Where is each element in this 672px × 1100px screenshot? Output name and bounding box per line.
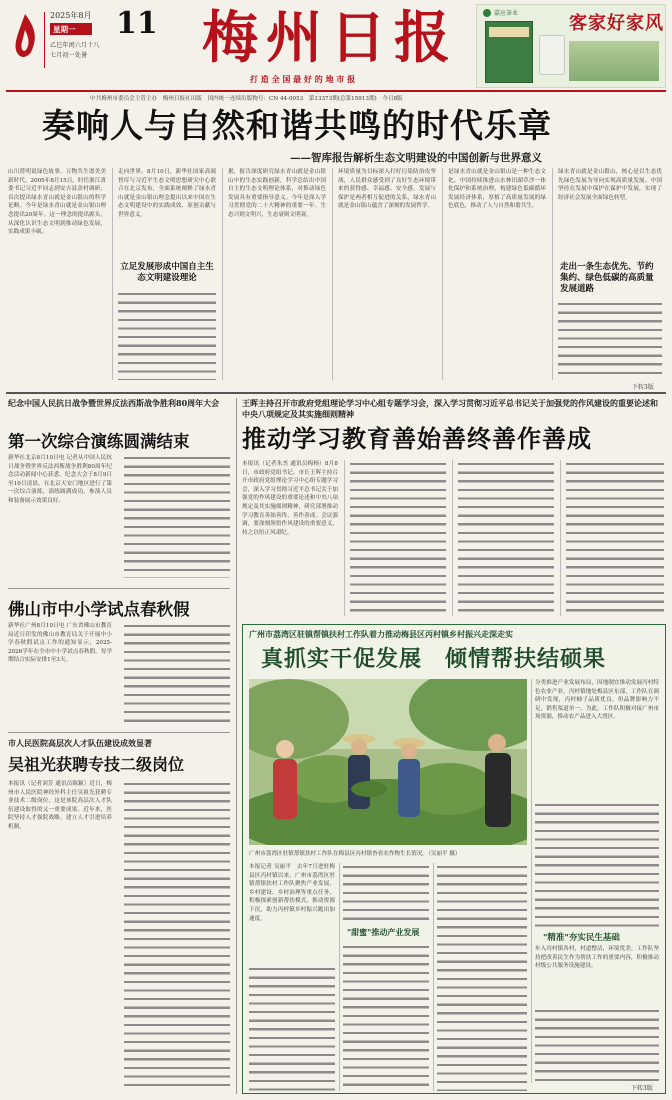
left1-text: 新华社北京8月10日电 记者从中国人民抗日战争暨世界反法西斯战争胜利80周年纪念活动新闻中心获悉，纪念大会于8月9日至10日凌晨，在北京天安门地区进行了第一次综合演练，演练圆满成功。参演人员和装备展示效果良好。 bbox=[8, 455, 112, 504]
left-story-1[interactable] bbox=[8, 398, 230, 584]
left2-text: 新华社广州8月10日电 广东省佛山市教育局近日印发的佛山市教育局关于开展中小学春秋假试点工作的通知显示，2025-2026学年在全市中小学试点春秋假，每学期结合实际安排1至3天。 bbox=[8, 623, 112, 664]
feature-right-lines-2 bbox=[535, 1007, 659, 1081]
publisher-line: 中共梅州市委员会主管主办 梅州日报社出版 国内统一连续出版物号：CN 44-0053 第13373期(总第15913期) 今日8版 bbox=[90, 96, 403, 102]
flame-logo-icon bbox=[8, 10, 42, 72]
left1-kicker: 纪念中国人民抗日战争暨世界反法西斯战争胜利80周年大会 bbox=[8, 398, 220, 408]
lead-col4: 环境质量为目标深入打好污染防治攻坚战，人民群众感受到了良好生态环境带来的获得感、幸福感、安全感。发展与保护是两者相互促进的关系，绿水青山就是金山银山蕴含了深刻的发展哲学。 bbox=[338, 169, 436, 210]
ad-brand: 嘉应茶业 bbox=[494, 10, 519, 17]
lead-col2-subhead: 立足发展形成中国自主生态文明建设理论 bbox=[120, 262, 214, 283]
feature-continue[interactable]: 下转3版 bbox=[631, 1085, 653, 1092]
feature-box[interactable] bbox=[242, 624, 666, 1094]
solar-term: 七月初一处暑 bbox=[50, 52, 88, 59]
weekday: 星期一 bbox=[53, 25, 76, 34]
feature-right-lines bbox=[535, 801, 659, 927]
lunar-date: 乙巳年闰六月十八 bbox=[50, 42, 100, 49]
lead-col2-lines bbox=[118, 290, 216, 380]
feature-bottom-col1-lines bbox=[249, 965, 335, 1091]
center-kicker: 王晖主持召开市政府党组理论学习中心组专题学习会，深入学习贯彻习近平总书记关于加强党的作风建设的重要论述和中央八项规定及其实施细则精神 bbox=[242, 398, 658, 419]
lead-title[interactable]: 奏响人与自然和谐共鸣的时代乐章 bbox=[42, 106, 552, 145]
feature-bottom-col2-a bbox=[343, 863, 429, 921]
feature-bottom-col1: 本报记者 吴丽平 去年7月进驻梅县区丙村镇以来，广州市荔湾区驻镇帮镇扶村工作队聚焦产业发展、乡村建设、乡村治理等重点任务，积极探索创新帮扶模式，推动资源下沉，助力丙村镇乡村振兴跑出加速度。 bbox=[249, 864, 335, 922]
masthead-title: 梅州日报 bbox=[202, 5, 458, 71]
lead-continue[interactable]: 下转3版 bbox=[632, 384, 654, 391]
feature-title: 真抓实干促发展 倾情帮扶结硕果 bbox=[261, 646, 607, 672]
ear-right-ad bbox=[476, 4, 666, 88]
left3-title: 吴祖光获聘专技二级岗位 bbox=[8, 755, 185, 774]
lead-col2: 走向世界。8月10日，新华社国家高端智库与习近平生态文明思想研究中心联合在北京发布，全面系统阐释了绿水青山就是金山银山理念提出以来中国在生态文明建设中的实践成效、原创贡献与世界意义。 bbox=[118, 169, 216, 218]
lead-col6-lines bbox=[558, 300, 662, 378]
feature-bottom-col2-b bbox=[343, 943, 429, 1091]
left-story-3[interactable] bbox=[8, 738, 230, 1094]
left1-lines bbox=[124, 454, 230, 578]
left-story-2[interactable] bbox=[8, 594, 230, 728]
left3-kicker: 市人民医院高层次人才队伍建设成效显著 bbox=[8, 738, 152, 748]
lead-col3: 据，报告深度研究绿水青山就是金山银山中的生态实践创新，科学总结出中国自主的生态文明理论体系，对推动绿色发展具有重要指导意义。今年是深入学习贯彻党的二十大精神的重要一年。生态兴则文明兴，生态衰则文明衰。 bbox=[228, 169, 326, 218]
lead-col1: 山川澄明说绿色故事，万物共生谱美美新时代。2005年8月15日，时任浙江省委书记习近平同志到安吉县余村调研，首次提出绿水青山就是金山银山的科学论断。今年是绿水青山就是金山银山理念提出20周年。这一理念的提出源头，从深化认识生态文明到推动绿色发展，实践成果丰硕。 bbox=[8, 169, 106, 236]
person-1 bbox=[273, 740, 297, 819]
masthead-slogan: 打 造 全 国 最 好 的 地 市 报 bbox=[250, 74, 356, 84]
feature-subhead-1: "甜蜜"推动产业发展 bbox=[347, 927, 420, 937]
center-col1: 本报讯（记者朱杰 通讯员梅杨）8月8日，市政府党组书记、市长王晖主持召开市政府党组理论学习中心组专题学习会，深入学习贯彻习近平总书记关于加强党的作风建设的重要论述和中央八项规定及其实施细则精神，研究部署推动学习教育善始善终、善作善成。会议强调，要深刻领悟作风建设的重要意义，持之以恒正风肃纪。 bbox=[242, 461, 338, 536]
feature-photo bbox=[249, 679, 527, 845]
issue-date: 2025年8月 bbox=[50, 11, 92, 20]
lead-col6-subhead: 走出一条生态优先、节约集约、绿色低碳的高质量发展道路 bbox=[560, 262, 654, 294]
lead-col5: 是绿水青山就是金山银山是一种生态文化。中国持续推进山水林田湖草沙一体化保护和系统治理，构建绿色低碳循环发展经济体系，厚植了高质量发展的绿色底色，推动了人与自然和谐共生。 bbox=[448, 169, 546, 210]
center-title: 推动学习教育善始善终善作善成 bbox=[242, 424, 592, 453]
left3-lines bbox=[124, 780, 230, 1090]
issue-day: 11 bbox=[116, 6, 158, 41]
feature-subhead-2: "精准"夯实民生基础 bbox=[543, 933, 620, 943]
center-story[interactable] bbox=[242, 398, 664, 620]
feature-kicker: 广州市荔湾区驻镇帮镇扶村工作队着力推动梅县区丙村镇乡村振兴走深走实 bbox=[249, 629, 513, 639]
lead-col6: 绿水青山就是金山银山，核心是以生态优先绿色发展为导向实现高质量发展。中国坚持在发展中保护在保护中发展，实现了经济社会发展全面绿色转型。 bbox=[558, 169, 662, 201]
ear-left bbox=[6, 4, 164, 84]
feature-right-text-2: 步入丙村镇各村，村道整洁，环境优美。工作队坚持把改善民生作为帮扶工作的重要内容，积极推动村级公共服务设施建设。 bbox=[535, 946, 659, 970]
feature-right-text: 分类推进产业发展布局，因地制宜推动发展丙村特色农业产业。丙村镇地处梅县区东部，工作队在调研中发现，丙村柚子品质优良，但品牌影响力不足，销售渠道单一。为此，工作队积极对接广州市场资源，推动农产品进入大湾区。 bbox=[535, 680, 659, 721]
masthead bbox=[6, 4, 666, 102]
feature-bottom-col3 bbox=[437, 863, 527, 1091]
ad-banner-text: 客家好家风 bbox=[569, 13, 664, 34]
center-col4 bbox=[566, 460, 664, 616]
center-col3 bbox=[458, 460, 554, 616]
left3-text: 本报讯（记者刘芳 通讯员陈颖）近日，梅州市人民医院神经外科主任吴祖光获聘专业技术二级岗位，这是该院高层次人才队伍建设取得的又一重要成果。近年来，医院坚持人才强院战略，建立人才引进培养机制。 bbox=[8, 781, 112, 830]
left1-title: 第一次综合演练圆满结束 bbox=[8, 432, 190, 451]
lead-subtitle: ——智库报告解析生态文明建设的中国创新与世界意义 bbox=[290, 152, 542, 164]
left2-lines bbox=[124, 622, 230, 726]
center-col2 bbox=[350, 460, 446, 616]
left2-title: 佛山市中小学试点春秋假 bbox=[8, 600, 190, 619]
feature-photo-caption: 广州市荔湾区驻镇帮镇扶村工作队在梅县区丙村镇查看农作物生长情况。（吴丽平 摄） bbox=[249, 851, 461, 857]
